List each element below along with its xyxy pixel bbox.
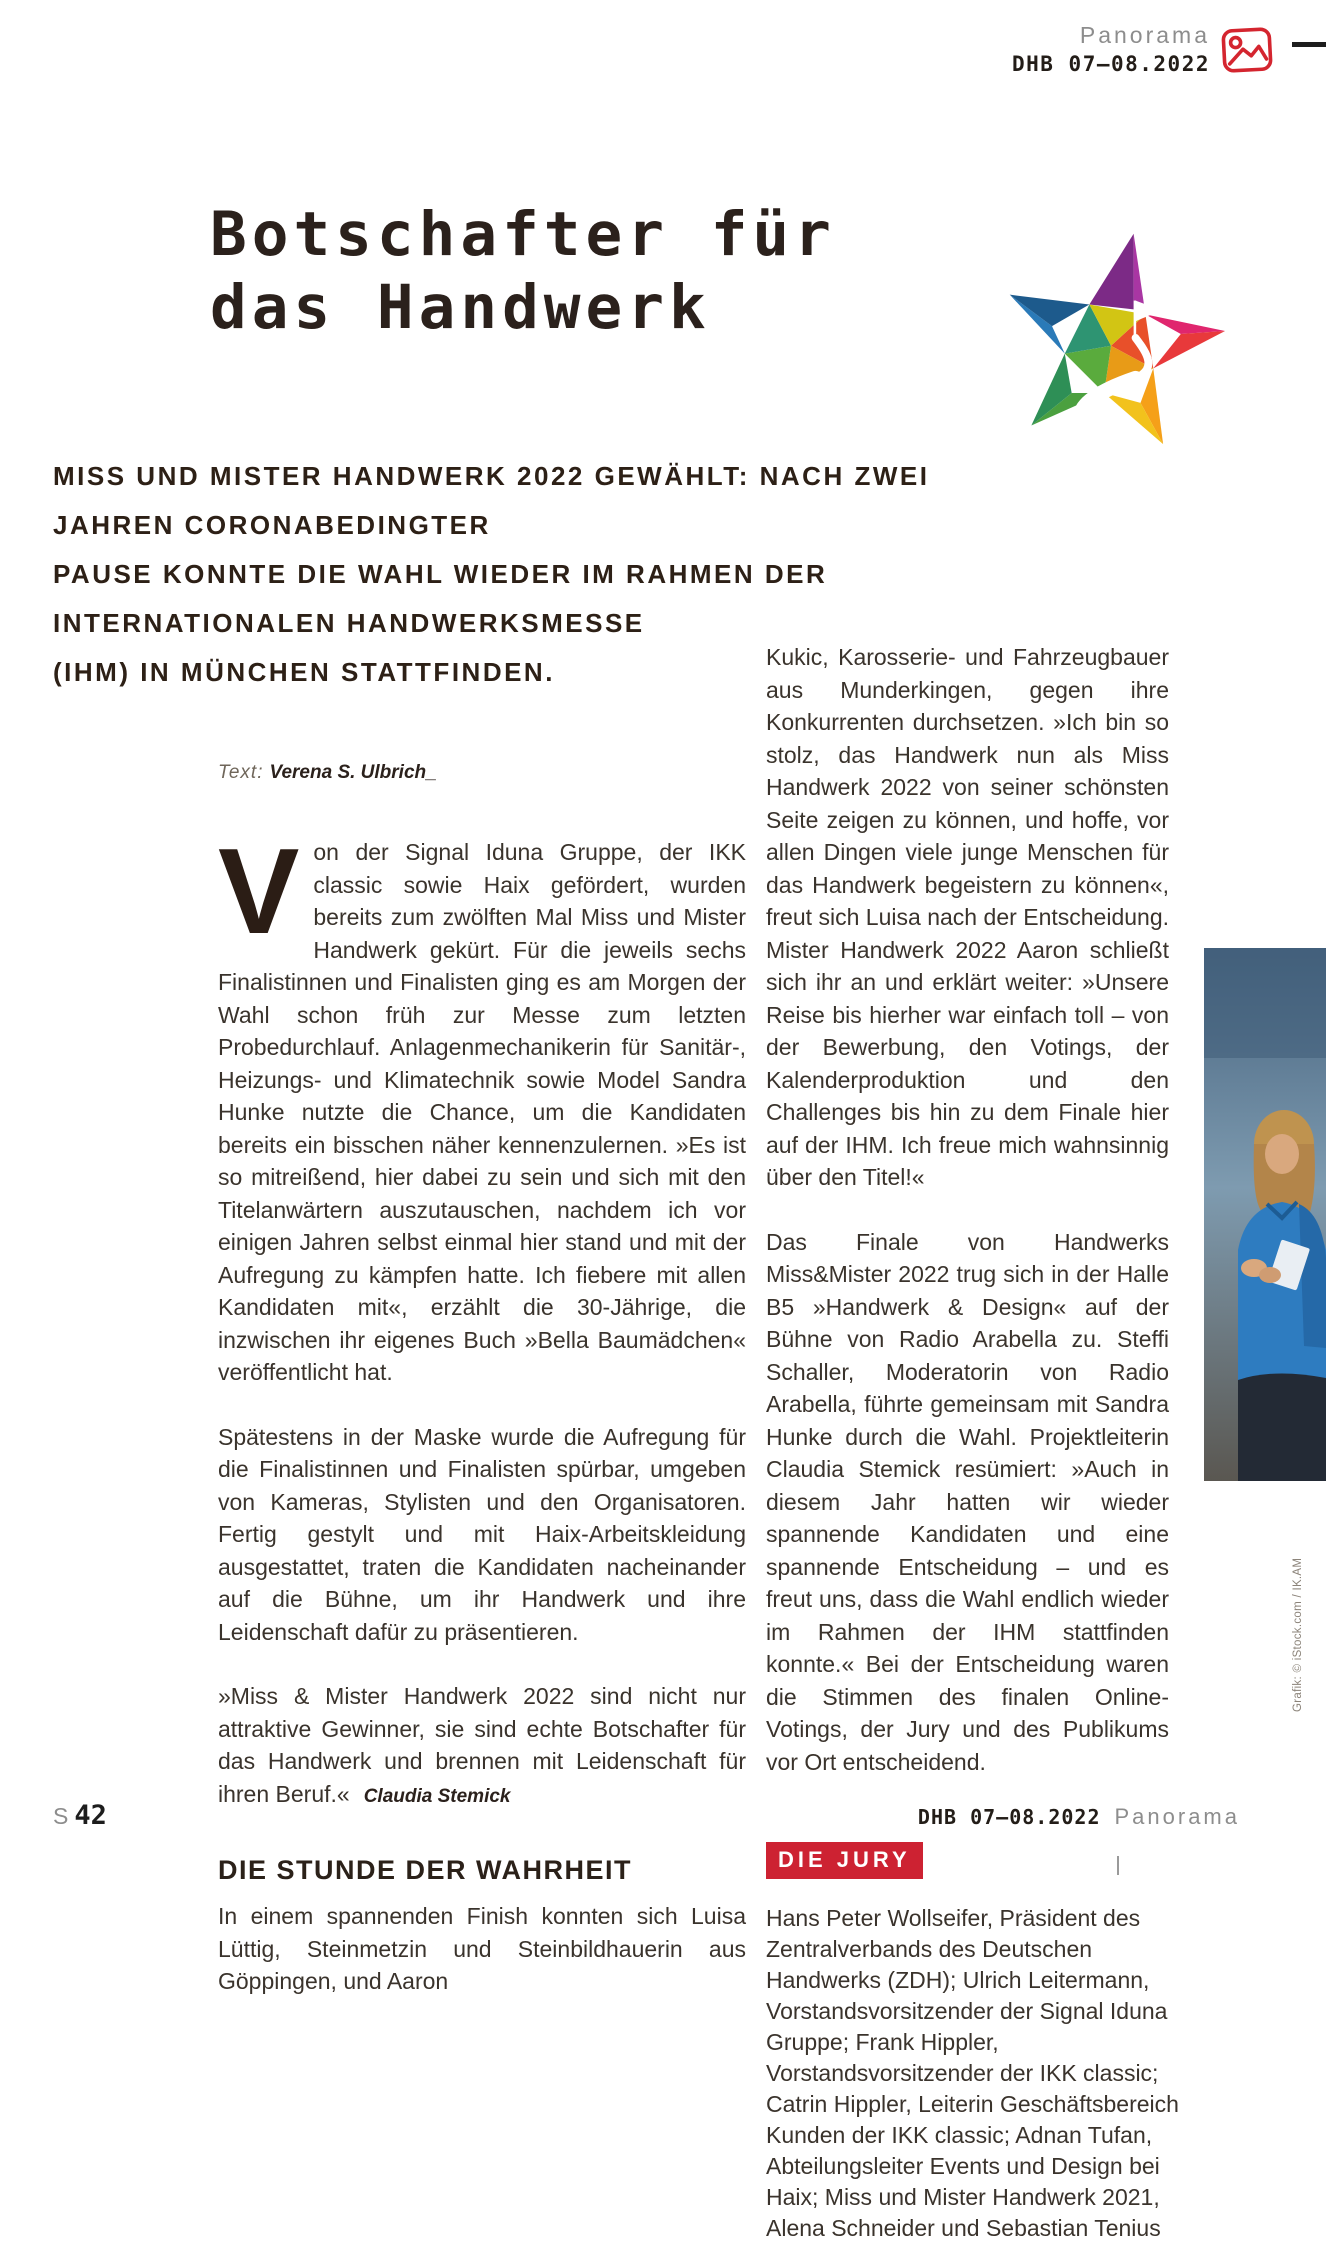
- issue-label: DHB 07–08.2022: [1011, 52, 1210, 76]
- paragraph: [766, 1226, 1169, 1779]
- footer-page-number: [53, 1800, 107, 1831]
- page-title: [210, 198, 836, 344]
- byline-label: Text:: [218, 762, 264, 783]
- footer-issue-label: DHB 07–08.2022: [917, 1805, 1101, 1829]
- paragraph: [766, 641, 1169, 1194]
- jury-badge: DIE JURY: [766, 1842, 923, 1879]
- paragraph: [218, 1900, 746, 1998]
- dropcap: V: [218, 823, 300, 959]
- page-prefix: S: [53, 1803, 71, 1829]
- footer-rule: [1117, 1856, 1119, 1875]
- quote-attribution: Claudia Stemick: [363, 1785, 511, 1807]
- byline-author: Verena S. Ulbrich_: [269, 762, 437, 783]
- subheading: DIE STUNDE DER WAHRHEIT: [218, 1855, 633, 1885]
- standfirst-line-2: PAUSE KONNTE DIE WAHL WIEDER IM RAHMEN DER INTERNATIONALEN HANDWERKSMESSE: [53, 559, 828, 638]
- photo-credit: Grafik: © iStock.com / IK.AM: [1292, 1557, 1304, 1712]
- image-icon: [1220, 24, 1274, 76]
- quote-text: »Miss & Mister Handwerk 2022 sind nicht nur attraktive Gewinner, sie sind echte Botschafter für das Handwerk und brennen mit Leidenschaft für ihren Beruf.«: [218, 1683, 746, 1807]
- byline: [218, 762, 437, 784]
- finalist-photo: [1204, 948, 1326, 1481]
- title-line-2: das Handwerk: [210, 272, 711, 343]
- paragraph-text: In einem spannenden Finish konnten sich Luisa Lüttig, Steinmetzin und Steinbildhauerin aus Göppingen, und Aaron: [218, 1903, 746, 1994]
- paragraph-text: Das Finale von Handwerks Miss&Mister 2022 trug sich in der Halle B5 »Handwerk & Design« auf der Bühne von Radio Arabella zu. Steffi Schaller, Moderatorin von Radio Arabella, führte gemeinsam mit Sandra Hunke durch die Wahl. Projektleiterin Claudia Stemick resümiert: »Auch in diesem Jahr hatten wir wieder spannende Kandidaten und eine spannende Entscheidung – und es freut uns, dass die Wahl endlich wieder im Rahmen der IHM stattfinden konnte.« Bei der Entscheidung waren die Stimmen des finalen Online-Votings, der Jury und des Publikums vor Ort entscheidend.: [766, 1228, 1169, 1775]
- header-rule: [1292, 42, 1326, 47]
- pull-quote: [218, 1680, 746, 1813]
- page-header: [690, 22, 1210, 76]
- paragraph: [218, 1421, 746, 1649]
- star-graphic: [986, 216, 1236, 452]
- paragraph-text: on der Signal Iduna Gruppe, der IKK classic sowie Haix gefördert, wurden bereits zum zwölften Mal Miss und Mister Handwerk gekürt. Für die jeweils sechs Finalistinnen und Finalisten ging es am Morgen der Wahl schon früh zur Messe zum letzten Probedurchlauf. Anlagenmechanikerin für Sanitär-, Heizungs- und Klimatechnik sowie Model Sandra Hunke nutzte die Chance, um die Kandidaten bereits ein bisschen näher kennenzulernen. »Es ist so mitreißend, hier dabei zu sein und sich mit den Titelanwärtern auszutauschen, nachdem ich vor einigen Jahren selbst einmal hier stand und mit der Aufregung zu kämpfen hatte. Ich fiebere mit allen Kandidaten mit«, erzählt die 30-Jährige, die inzwischen ihr eigenes Buch »Bella Baumädchen« veröffentlicht hat.: [218, 839, 746, 1385]
- section-kicker: Panorama: [1079, 22, 1210, 48]
- footer-issue: [860, 1804, 1240, 1830]
- standfirst-line-1: MISS UND MISTER HANDWERK 2022 GEWÄHLT: NACH ZWEI JAHREN CORONABEDINGTER: [53, 461, 930, 540]
- left-column: [218, 823, 746, 1998]
- paragraph-text: Kukic, Karosserie- und Fahrzeugbauer aus Munderkingen, gegen ihre Konkurrenten durchsetzen. »Ich bin so stolz, das Handwerk nun als Miss Handwerk 2022 von seiner schönsten Seite zeigen zu können, und hoffe, vor allen Dingen viele junge Menschen für das Handwerk begeistern zu können«, freut sich Luisa nach der Entscheidung. Mister Handwerk 2022 Aaron schließt sich ihr an und erklärt weiter: »Unsere Reise bis hierher war einfach toll – von der Bewerbung, den Votings, der Kalenderproduktion und den Challenges bis hin zu dem Finale hier auf der IHM. Ich freue mich wahnsinnig über den Titel!«: [766, 644, 1169, 1190]
- standfirst-line-3: (IHM) IN MÜNCHEN STATTFINDEN.: [53, 657, 555, 687]
- paragraph: [218, 823, 746, 1389]
- jury-list: Hans Peter Wollseifer, Präsident des Zentralverbands des Deutschen Handwerks (ZDH); Ulrich Leitermann, Vorstandsvorsitzender der Signal Iduna Gruppe; Frank Hippler, Vorstandsvorsitzender der IKK classic; Catrin Hippler, Leiterin Geschäftsbereich Kunden der IKK classic; Adnan Tufan, Abteilungsleiter Events und Design bei Haix; Miss und Mister Handwerk 2021, Alena Schneider und Sebastian Tenius: [766, 1905, 1179, 2241]
- footer-section-label: Panorama: [1114, 1804, 1240, 1829]
- title-line-1: Botschafter für: [210, 199, 836, 270]
- paragraph-text: Spätestens in der Maske wurde die Aufregung für die Finalistinnen und Finalisten spürbar, umgeben von Kameras, Stylisten und den Organisatoren. Fertig gestylt und mit Haix-Arbeitskleidung ausgestattet, traten die Kandidaten nacheinander auf die Bühne, um ihr Handwerk und ihre Leidenschaft dafür zu präsentieren.: [218, 1423, 746, 1645]
- page-number: 42: [74, 1800, 107, 1831]
